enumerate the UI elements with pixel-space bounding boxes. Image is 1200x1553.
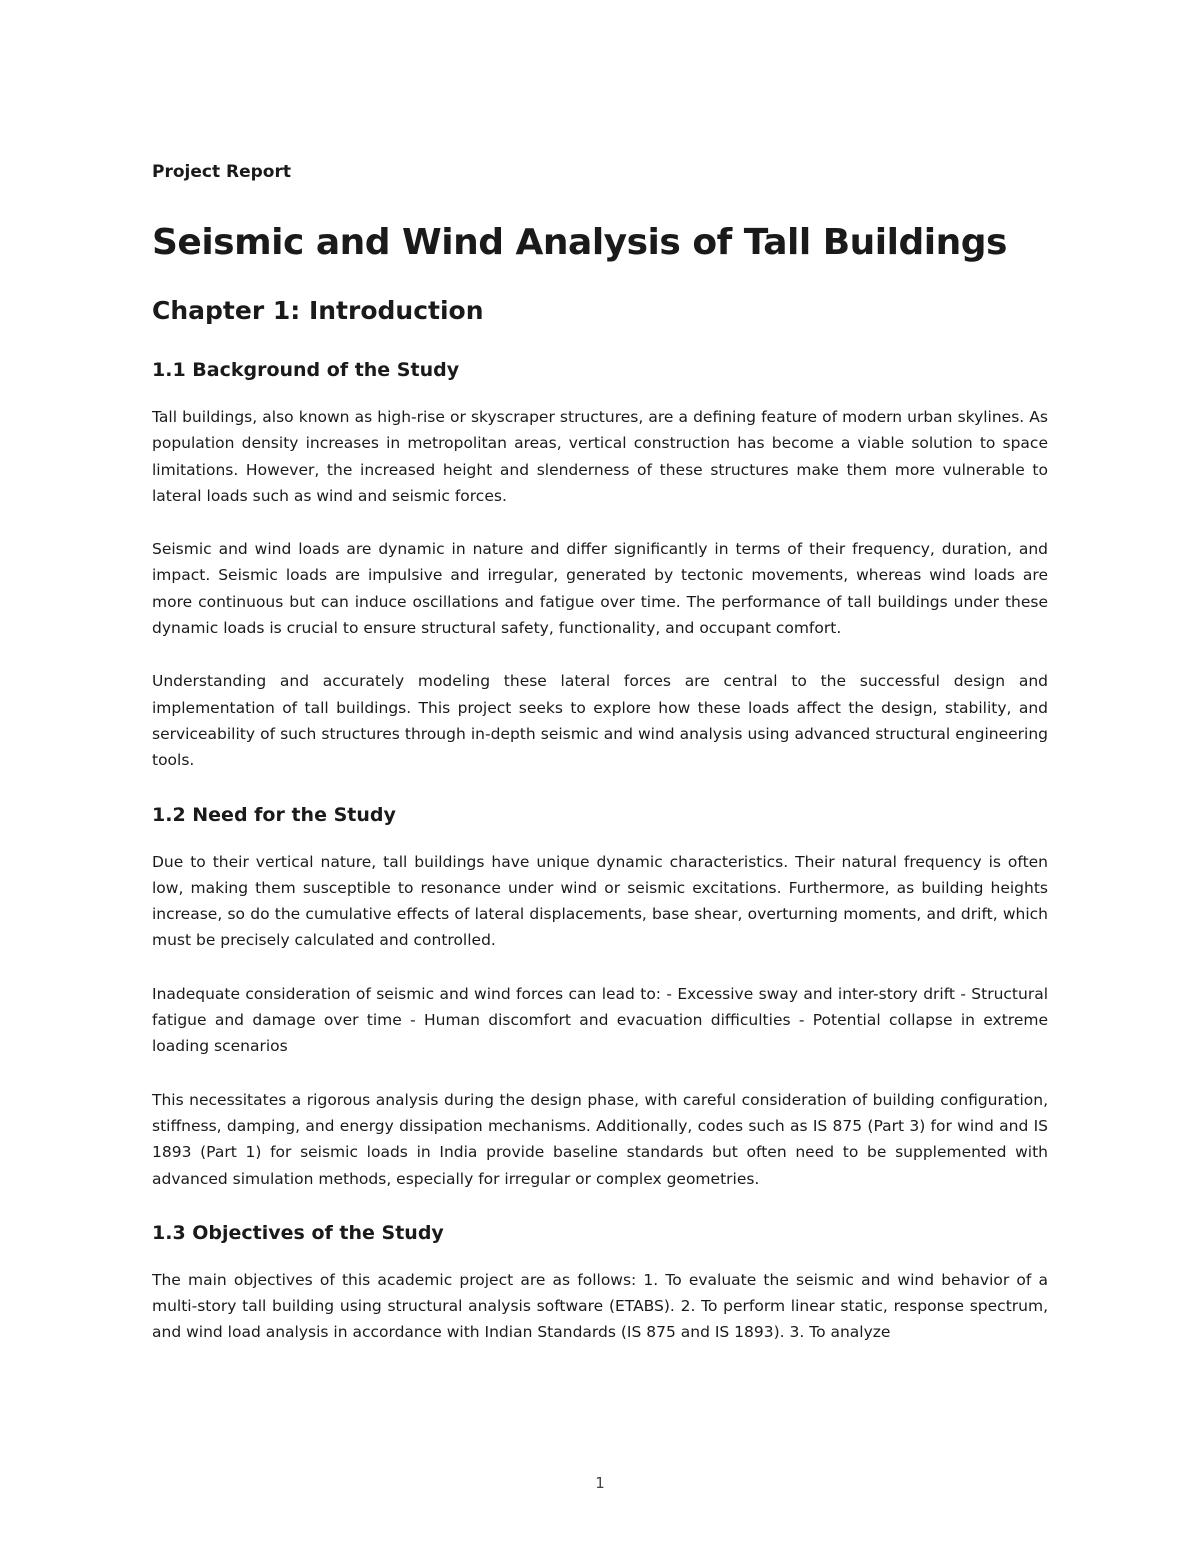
paragraph: This necessitates a rigorous analysis during the design phase, with careful consideration of building configuration, stiffness, damping, and energy dissipation mechanisms. Additionally, codes such as IS 875 (Part 3) for wind and IS 1893 (Part 1) for seismic loads in India provide baseline standards but often need to be supplemented with advanced simulation methods, especially for irregular or complex geometries. [152,1090,1048,1188]
chapter-heading: Chapter 1: Introduction [152,296,484,325]
section-heading: 1.3 Objectives of the Study [152,1221,444,1244]
chapter-body [152,356,1048,1373]
paragraph: Inadequate consideration of seismic and wind forces can lead to: - Excessive sway and inter-story drift - Structural fatigue and damage over time - Human discomfort and evacuation difficulties - Potential collapse in extreme loading scenarios [152,984,1048,1056]
section-objectives [152,1219,1048,1346]
section-heading: 1.2 Need for the Study [152,803,396,826]
document-label: Project Report [152,162,291,182]
paragraph: Understanding and accurately modeling these lateral forces are central to the successful design and implementation of tall buildings. This project seeks to explore how these loads affect the design, stability, and serviceability of such structures through in-depth seismic and wind analysis using advanced structural engineering tools. [152,672,1048,770]
section-heading: 1.1 Background of the Study [152,359,460,381]
document-title: Seismic and Wind Analysis of Tall Buildings [152,222,1007,263]
paragraph: The main objectives of this academic project are as follows: 1. To evaluate the seismic and wind behavior of a multi-story tall building using structural analysis software (ETABS). 2. To perform linear static, response spectrum, and wind load analysis in accordance with Indian Standards (IS 875 and IS 1893). 3. To analyze [152,1270,1048,1342]
paragraph: Due to their vertical nature, tall buildings have unique dynamic characteristics. Their natural frequency is often low, making them susceptible to resonance under wind or seismic excitations. Furthermore, as building heights increase, so do the cumulative effects of lateral displacements, base shear, overturning moments, and drift, which must be precisely calculated and controlled. [152,852,1048,950]
section-need [152,801,1048,1192]
page-number: 1 [595,1474,605,1492]
paragraph: Tall buildings, also known as high-rise or skyscraper structures, are a defining feature of modern urban skylines. As population density increases in metropolitan areas, vertical construction has become a viable solution to space limitations. However, the increased height and slenderness of these structures make them more vulnerable to lateral loads such as wind and seismic forces. [152,408,1048,505]
paragraph: Seismic and wind loads are dynamic in nature and differ significantly in terms of their frequency, duration, and impact. Seismic loads are impulsive and irregular, generated by tectonic movements, whereas wind loads are more continuous but can induce oscillations and fatigue over time. The performance of tall buildings under these dynamic loads is crucial to ensure structural safety, functionality, and occupant comfort. [152,540,1048,638]
section-background [152,356,1048,774]
